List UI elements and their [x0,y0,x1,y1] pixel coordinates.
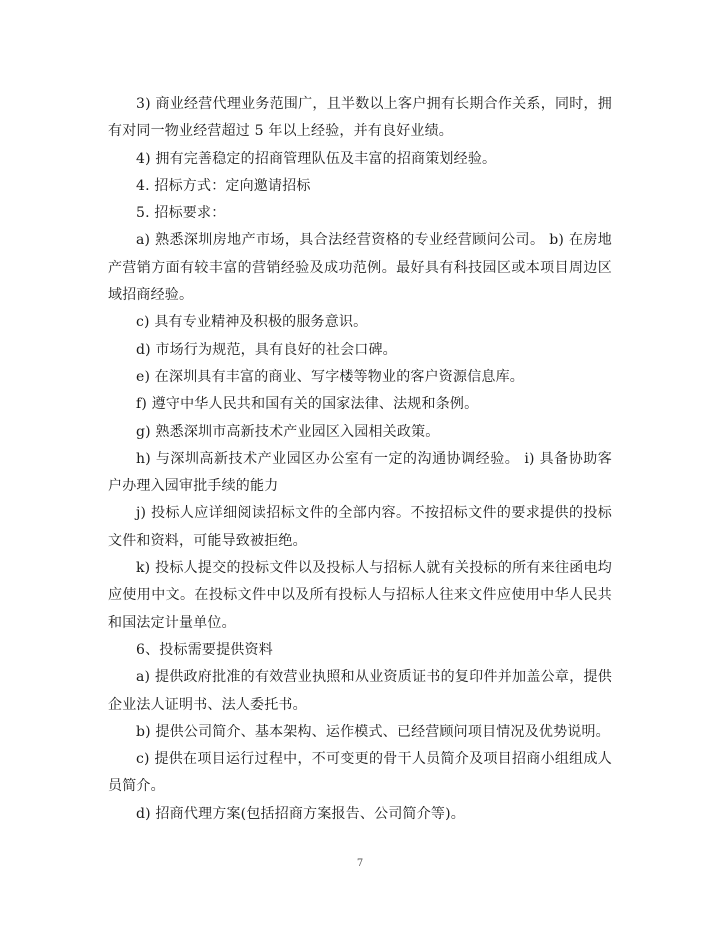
paragraph: a) 熟悉深圳房地产市场，具合法经营资格的专业经营顾问公司。 b) 在房地产营销方面有较丰富的营销经验及成功范例。最好具有科技园区或本项目周边区域招商经验。 [108,232,612,304]
section-heading: 5. 招标要求： [136,205,226,222]
paragraph: j) 投标人应详细阅读招标文件的全部内容。不按招标文件的要求提供的投标文件和资料，可能导致被拒绝。 [108,505,612,549]
paragraph: e) 在深圳具有丰富的商业、写字楼等物业的客户资源信息库。 [136,368,524,385]
paragraph: b) 提供公司简介、基本架构、运作模式、已经营顾问项目情况及优势说明。 [136,723,610,740]
page-number: 7 [356,858,364,869]
paragraph: 4) 拥有完善稳定的招商管理队伍及丰富的招商策划经验。 [136,150,497,167]
section-heading: 6、投标需要提供资料 [136,641,273,658]
paragraph: f) 遵守中华人民共和国有关的国家法律、法规和条例。 [136,396,479,413]
paragraph: k) 投标人提交的投标文件以及投标人与招标人就有关投标的所有来往函电均应使用中文。在投标文件中以及所有投标人与招标人往来文件应使用中华人民共和国法定计量单位。 [108,560,612,631]
paragraph: h) 与深圳高新技术产业园区办公室有一定的沟通协调经验。 i) 具备协助客户办理入园审批手续的能力 [108,450,612,495]
paragraph: d) 招商代理方案(包括招商方案报告、公司简介等)。 [136,805,465,822]
document-body [108,91,612,828]
paragraph: d) 市场行为规范，具有良好的社会口碑。 [136,341,397,358]
paragraph: g) 熟悉深圳市高新技术产业园区入园相关政策。 [136,423,440,440]
paragraph: c) 提供在项目运行过程中，不可变更的骨干人员简介及项目招商小组组成人员简介。 [108,751,612,795]
section-heading: 4. 招标方式：定向邀请招标 [136,177,311,194]
paragraph: a) 提供政府批准的有效营业执照和从业资质证书的复印件并加盖公章，提供企业法人证明书、法人委托书。 [108,669,612,713]
paragraph: c) 具有专业精神及积极的服务意识。 [136,314,368,331]
paragraph: 3) 商业经营代理业务范围广，且半数以上客户拥有长期合作关系，同时，拥有对同一物业经营超过 5 年以上经验，并有良好业绩。 [108,96,612,140]
